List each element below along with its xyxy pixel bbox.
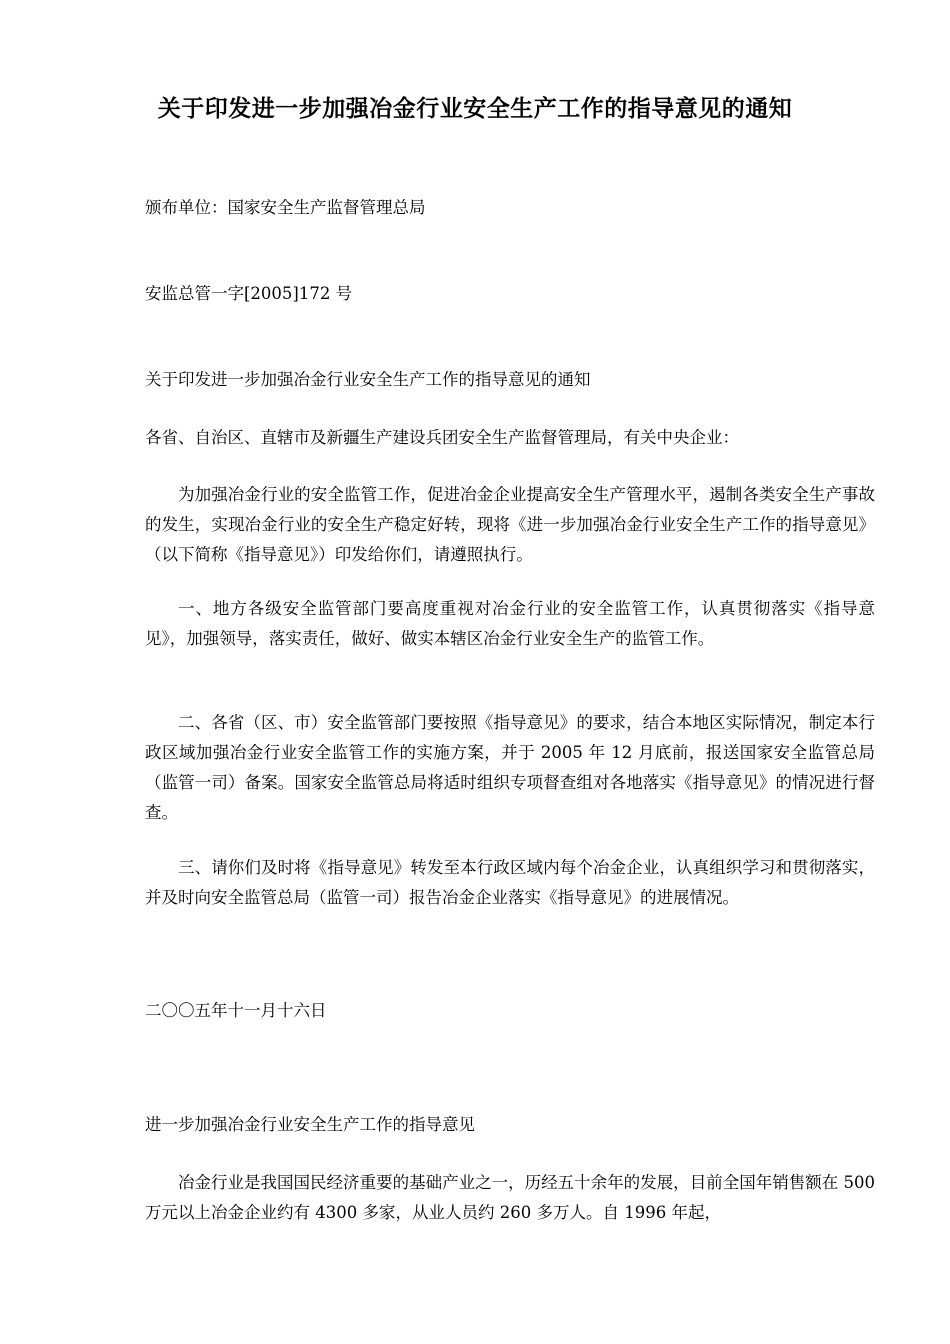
document-title: 关于印发进一步加强冶金行业安全生产工作的指导意见的通知 — [157, 95, 793, 122]
item-1-paragraph: 一、地方各级安全监管部门要高度重视对冶金行业的安全监管工作，认真贯彻落实《指导意见》，加强领导，落实责任，做好、做实本辖区冶金行业安全生产的监管工作。 — [145, 599, 875, 648]
item-2-paragraph: 二、各省（区、市）安全监管部门要按照《指导意见》的要求，结合本地区实际情况，制定本行政区域加强冶金行业安全监管工作的实施方案，并于 2005 年 12 月底前，报送国家安全监管总局（监管一司）备案。国家安全监管总局将适时组织专项督查组对各地落实《指导意见》的情况进行督查。 — [145, 713, 875, 822]
issuer-line: 颁布单位：国家安全生产监督管理总局 — [145, 198, 426, 217]
issue-date: 二〇〇五年十一月十六日 — [145, 1001, 327, 1020]
notice-subject: 关于印发进一步加强冶金行业安全生产工作的指导意见的通知 — [145, 370, 591, 389]
document-number: 安监总管一字[2005]172 号 — [145, 284, 353, 303]
salutation: 各省、自治区、直辖市及新疆生产建设兵团安全生产监督管理局，有关中央企业： — [145, 428, 739, 447]
item-3-paragraph: 三、请你们及时将《指导意见》转发至本行政区域内每个冶金企业，认真组织学习和贯彻落实，并及时向安全监管总局（监管一司）报告冶金企业落实《指导意见》的进展情况。 — [145, 858, 875, 907]
attachment-paragraph: 冶金行业是我国国民经济重要的基础产业之一，历经五十余年的发展，目前全国年销售额在 500 万元以上冶金企业约有 4300 多家，从业人员约 260 多万人。自 1996 年起， — [145, 1173, 875, 1222]
attachment-title: 进一步加强冶金行业安全生产工作的指导意见 — [145, 1115, 475, 1134]
intro-paragraph: 为加强冶金行业的安全监管工作，促进冶金企业提高安全生产管理水平，遏制各类安全生产事故的发生，实现冶金行业的安全生产稳定好转，现将《进一步加强冶金行业安全生产工作的指导意见》（以下简称《指导意见》）印发给你们，请遵照执行。 — [145, 485, 875, 564]
